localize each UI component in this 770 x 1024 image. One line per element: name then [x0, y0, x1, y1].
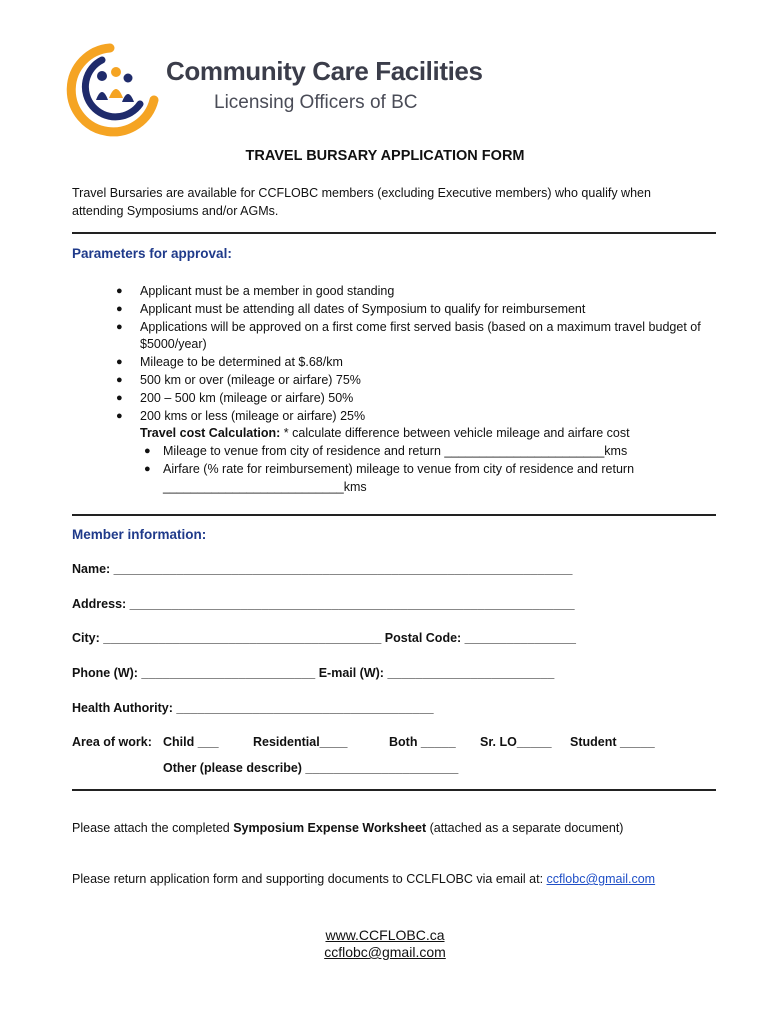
form-title: TRAVEL BURSARY APPLICATION FORM — [245, 148, 525, 164]
parameters-list — [112, 283, 712, 497]
return-instructions-note: Please return application form and supporting documents to CCLFLOBC via email at: ccflobc@gmail.com — [72, 872, 656, 886]
bullet-icon: ● — [116, 391, 123, 404]
calc-text: * calculate difference between vehicle mileage and airfare cost — [280, 426, 630, 441]
website-link[interactable]: www.CCFLOBC.ca — [325, 927, 445, 943]
list-item: ● Mileage to venue from city of residence and return _______________________kms — [140, 443, 712, 461]
footer-email[interactable] — [0, 944, 770, 960]
return-email-link[interactable]: ccflobc@gmail.com — [546, 872, 656, 886]
address-field[interactable]: Address: ________________________________________________________________ — [72, 597, 575, 611]
bullet-icon: ● — [116, 320, 123, 333]
name-field[interactable]: Name: __________________________________________________________________ — [72, 562, 573, 576]
list-item: ● Applications will be approved on a first come first served basis (based on a maximum travel budget of $5000/year) — [116, 319, 701, 352]
health-authority-field[interactable]: Health Authority: _____________________________________ — [72, 701, 434, 715]
area-other-field[interactable]: Other (please describe) ______________________ — [163, 761, 459, 775]
bullet-icon: ● — [116, 285, 123, 297]
area-residential-option[interactable]: Residential____ — [253, 735, 348, 749]
list-item: ● 200 – 500 km (mileage or airfare) 50% — [112, 390, 712, 408]
area-student-option[interactable]: Student _____ — [570, 735, 655, 749]
list-item: ● Applicant must be attending all dates of Symposium to qualify for reimbursement — [112, 301, 712, 319]
list-item: ● 500 km or over (mileage or airfare) 75% — [112, 372, 712, 390]
attach-worksheet-note: Please attach the completed Symposium Expense Worksheet (attached as a separate document) — [72, 821, 624, 835]
bullet-icon: ● — [144, 462, 151, 475]
section-divider — [72, 789, 716, 791]
bullet-icon: ● — [144, 445, 151, 458]
logo-title: Community Care Facilities — [166, 56, 483, 86]
organization-logo — [62, 42, 483, 137]
calc-sub-list — [140, 443, 712, 496]
calc-label: Travel cost Calculation: — [140, 426, 281, 441]
logo-emblem-icon — [62, 42, 162, 137]
section-divider — [72, 232, 716, 234]
parameters-heading: Parameters for approval: — [72, 246, 232, 261]
city-postal-field[interactable]: City: ________________________________________ Postal Code: ________________ — [72, 631, 576, 645]
area-child-option[interactable]: Child ___ — [163, 735, 219, 749]
bullet-icon: ● — [116, 356, 123, 369]
list-item: ● Airfare (% rate for reimbursement) mileage to venue from city of residence and return __________________________kms — [144, 461, 635, 494]
area-both-option[interactable]: Both _____ — [389, 735, 456, 749]
phone-email-field[interactable]: Phone (W): _________________________ E-mail (W): ________________________ — [72, 666, 555, 680]
member-heading: Member information: — [72, 527, 207, 542]
bullet-icon: ● — [116, 302, 123, 315]
bullet-icon: ● — [116, 409, 123, 422]
travel-cost-calculation — [112, 425, 712, 496]
list-item: ● 200 kms or less (mileage or airfare) 25% — [112, 408, 712, 426]
section-divider — [72, 514, 716, 516]
area-of-work-label: Area of work: — [72, 735, 152, 749]
intro-paragraph: Travel Bursaries are available for CCFLOBC members (excluding Executive members) who qualify when attending Symposiums and/or AGMs. — [72, 186, 651, 218]
list-item: ● Applicant must be a member in good standing — [112, 283, 712, 301]
bullet-icon: ● — [116, 373, 123, 386]
footer-email-link[interactable]: ccflobc@gmail.com — [324, 944, 446, 960]
logo-subtitle: Licensing Officers of BC — [214, 92, 418, 113]
footer-website[interactable] — [0, 927, 770, 943]
list-item: ● Mileage to be determined at $.68/km — [112, 354, 712, 372]
area-srlo-option[interactable]: Sr. LO_____ — [480, 735, 552, 749]
